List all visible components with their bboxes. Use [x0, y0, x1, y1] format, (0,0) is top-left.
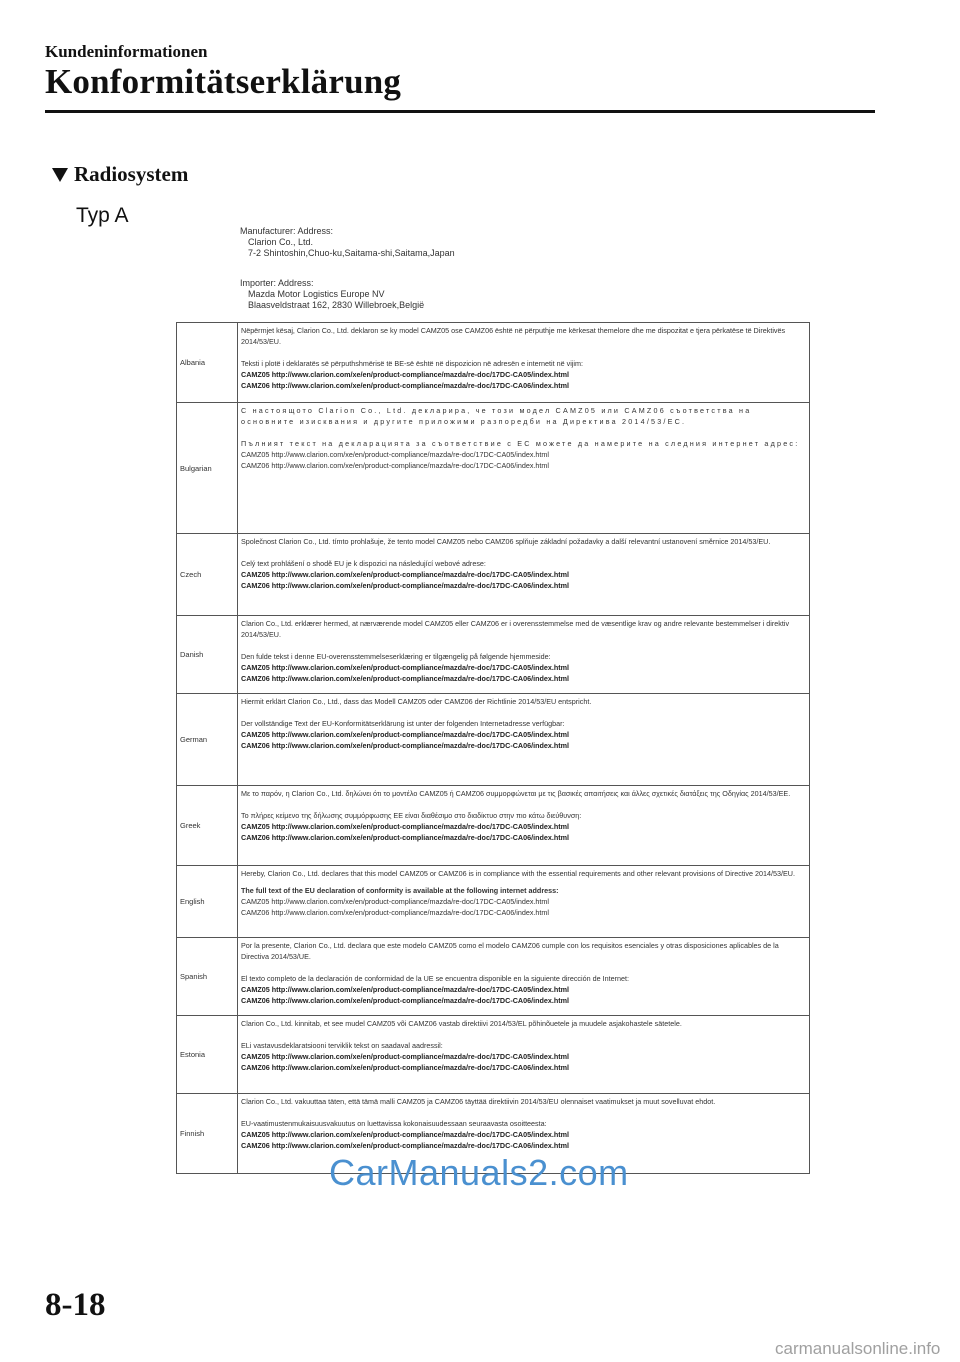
declaration-cell	[238, 1016, 810, 1094]
type-label: Typ A	[76, 204, 129, 227]
link-camz05[interactable]: CAMZ05 http://www.clarion.com/xe/en/product-compliance/mazda/re-doc/17DC-CA05/index.html	[241, 570, 570, 579]
table-row	[177, 866, 810, 938]
table-row	[177, 534, 810, 616]
triangle-down-icon	[52, 168, 68, 182]
link-camz05[interactable]: CAMZ05 http://www.clarion.com/xe/en/product-compliance/mazda/re-doc/17DC-CA05/index.html	[241, 985, 570, 994]
table-row	[177, 938, 810, 1016]
link-camz05[interactable]: CAMZ05 http://www.clarion.com/xe/en/product-compliance/mazda/re-doc/17DC-CA05/index.html	[241, 1130, 570, 1139]
table-row	[177, 694, 810, 786]
section-heading	[52, 162, 188, 187]
statement-text: Hiermit erklärt Clarion Co., Ltd., dass das Modell CAMZ05 oder CAMZ06 der Richtlinie 2014/53/EU entspricht.	[241, 697, 592, 706]
section-label: Kundeninformationen	[45, 42, 208, 61]
table-row	[177, 616, 810, 694]
table-row	[177, 786, 810, 866]
link-camz06[interactable]: CAMZ06 http://www.clarion.com/xe/en/product-compliance/mazda/re-doc/17DC-CA06/index.html	[241, 1063, 570, 1072]
language-cell: Albania	[177, 323, 238, 403]
full-text-note: Den fulde tekst i denne EU-overensstemmelseserklæring er tilgængelig på følgende hjemmeside:	[241, 652, 551, 661]
declaration-cell	[238, 616, 810, 694]
link-camz05[interactable]: CAMZ05 http://www.clarion.com/xe/en/product-compliance/mazda/re-doc/17DC-CA05/index.html	[241, 450, 549, 459]
declaration-cell	[238, 938, 810, 1016]
language-cell: Spanish	[177, 938, 238, 1016]
full-text-note: ELi vastavusdeklaratsiooni terviklik tekst on saadaval aadressil:	[241, 1041, 443, 1050]
declaration-cell	[238, 694, 810, 786]
declaration-cell	[238, 403, 810, 534]
statement-text: Clarion Co., Ltd. vakuuttaa täten, että tämä malli CAMZ05 ja CAMZ06 täyttää direktiivin 2014/53/EU olennaiset vaatimukset ja muut sovelluvat ehdot.	[241, 1097, 716, 1106]
declaration-cell	[238, 786, 810, 866]
link-camz06[interactable]: CAMZ06 http://www.clarion.com/xe/en/product-compliance/mazda/re-doc/17DC-CA06/index.html	[241, 581, 570, 590]
language-cell: English	[177, 866, 238, 938]
language-cell: Czech	[177, 534, 238, 616]
manufacturer-name: Clarion Co., Ltd.	[248, 237, 314, 247]
link-camz06[interactable]: CAMZ06 http://www.clarion.com/xe/en/product-compliance/mazda/re-doc/17DC-CA06/index.html	[241, 908, 549, 917]
table-row	[177, 1016, 810, 1094]
full-text-note: EU-vaatimustenmukaisuusvakuutus on luettavissa kokonaisuudessaan seuraavasta osoitteesta:	[241, 1119, 547, 1128]
link-camz06[interactable]: CAMZ06 http://www.clarion.com/xe/en/product-compliance/mazda/re-doc/17DC-CA06/index.html	[241, 461, 549, 470]
link-camz06[interactable]: CAMZ06 http://www.clarion.com/xe/en/product-compliance/mazda/re-doc/17DC-CA06/index.html	[241, 833, 570, 842]
importer-address: Blaasveldstraat 162, 2830 Willebroek,België	[248, 300, 425, 310]
link-camz05[interactable]: CAMZ05 http://www.clarion.com/xe/en/product-compliance/mazda/re-doc/17DC-CA05/index.html	[241, 730, 570, 739]
section-heading-text: Radiosystem	[74, 162, 189, 186]
watermark: CarManuals2.com	[329, 1152, 629, 1193]
link-camz05[interactable]: CAMZ05 http://www.clarion.com/xe/en/product-compliance/mazda/re-doc/17DC-CA05/index.html	[241, 822, 570, 831]
language-cell: Greek	[177, 786, 238, 866]
link-camz05[interactable]: CAMZ05 http://www.clarion.com/xe/en/product-compliance/mazda/re-doc/17DC-CA05/index.html	[241, 663, 570, 672]
link-camz06[interactable]: CAMZ06 http://www.clarion.com/xe/en/product-compliance/mazda/re-doc/17DC-CA06/index.html	[241, 1141, 570, 1150]
declaration-table	[176, 322, 810, 1174]
full-text-note: Teksti i plotë i deklaratës së përputhshmërisë të BE-së është në dispozicion në adresën e internetit në vijim:	[241, 359, 583, 368]
statement-text: С настоящото Clarion Co., Ltd. декларира, че този модел CAMZ05 или CAMZ06 съответства на основните изисквания и другите приложими разпоредби на Директива 2014/53/ЕС.	[241, 406, 752, 426]
language-cell: Estonia	[177, 1016, 238, 1094]
full-text-note: Το πλήρες κείμενο της δήλωσης συμμόρφωσης ΕΕ είναι διαθέσιμο στο διαδίκτυο στην πιο κάτω διεύθυνση:	[241, 811, 582, 820]
table-row	[177, 323, 810, 403]
manufacturer-block	[240, 226, 455, 259]
page-number: 8-18	[45, 1287, 106, 1323]
statement-text: Nëpërmjet kësaj, Clarion Co., Ltd. deklaron se ky model CAMZ05 ose CAMZ06 është në përputhje me kërkesat themelore dhe me dispozitat e tjera përkatëse të Direktivës 2014/53/EU.	[241, 326, 786, 346]
full-text-note: El texto completo de la declaración de conformidad de la UE se encuentra disponible en la siguiente dirección de Internet:	[241, 974, 629, 983]
statement-text: Hereby, Clarion Co., Ltd. declares that this model CAMZ05 or CAMZ06 is in compliance with the essential requirements and other relevant provisions of Directive 2014/53/EU.	[241, 869, 795, 878]
statement-text: Clarion Co., Ltd. kinnitab, et see mudel CAMZ05 või CAMZ06 vastab direktiivi 2014/53/EL põhinõuetele ja muudele asjakohastele sätetele.	[241, 1019, 682, 1028]
full-text-note: Der vollständige Text der EU-Konformitätserklärung ist unter der folgenden Internetadresse verfügbar:	[241, 719, 565, 728]
importer-label: Importer: Address:	[240, 278, 314, 288]
manufacturer-label: Manufacturer: Address:	[240, 226, 334, 236]
link-camz06[interactable]: CAMZ06 http://www.clarion.com/xe/en/product-compliance/mazda/re-doc/17DC-CA06/index.html	[241, 674, 570, 683]
language-cell: Danish	[177, 616, 238, 694]
statement-text: Společnost Clarion Co., Ltd. tímto prohlašuje, že tento model CAMZ05 nebo CAMZ06 splňuje základní požadavky a další relevantní ustanovení směrnice 2014/53/EU.	[241, 537, 771, 546]
link-camz06[interactable]: CAMZ06 http://www.clarion.com/xe/en/product-compliance/mazda/re-doc/17DC-CA06/index.html	[241, 996, 570, 1005]
link-camz06[interactable]: CAMZ06 http://www.clarion.com/xe/en/product-compliance/mazda/re-doc/17DC-CA06/index.html	[241, 741, 570, 750]
importer-name: Mazda Motor Logistics Europe NV	[248, 289, 385, 299]
page-title: Konformitätserklärung	[45, 62, 402, 101]
statement-text: Clarion Co., Ltd. erklærer hermed, at nærværende model CAMZ05 eller CAMZ06 er i overensstemmelse med de væsentlige krav og andre relevante bestemmelser i direktiv 2014/53/EU.	[241, 619, 790, 639]
header-divider	[45, 110, 875, 113]
language-cell: German	[177, 694, 238, 786]
full-text-note: Пълният текст на декларацията за съответствие с ЕС можете да намерите на следния интернет адрес:	[241, 439, 800, 448]
declaration-cell	[238, 323, 810, 403]
link-camz05[interactable]: CAMZ05 http://www.clarion.com/xe/en/product-compliance/mazda/re-doc/17DC-CA05/index.html	[241, 897, 549, 906]
link-camz05[interactable]: CAMZ05 http://www.clarion.com/xe/en/product-compliance/mazda/re-doc/17DC-CA05/index.html	[241, 1052, 570, 1061]
language-cell: Bulgarian	[177, 403, 238, 534]
declaration-cell	[238, 534, 810, 616]
link-camz06[interactable]: CAMZ06 http://www.clarion.com/xe/en/product-compliance/mazda/re-doc/17DC-CA06/index.html	[241, 381, 570, 390]
statement-text: Με το παρόν, η Clarion Co., Ltd. δηλώνει ότι το μοντέλο CAMZ05 ή CAMZ06 συμμορφώνεται με τις βασικές απαιτήσεις και άλλες σχετικές διατάξεις της Οδηγίας 2014/53/ΕΕ.	[241, 789, 791, 798]
link-camz05[interactable]: CAMZ05 http://www.clarion.com/xe/en/product-compliance/mazda/re-doc/17DC-CA05/index.html	[241, 370, 570, 379]
language-cell: Finnish	[177, 1094, 238, 1174]
statement-text: Por la presente, Clarion Co., Ltd. declara que este modelo CAMZ05 como el modelo CAMZ06 cumple con los requisitos esenciales y otras disposiciones aplicables de la Directiva 2014/53/UE.	[241, 941, 779, 961]
table-row	[177, 403, 810, 534]
importer-block	[240, 278, 424, 311]
footer-site-link[interactable]: carmanualsonline.info	[775, 1339, 941, 1358]
full-text-note: The full text of the EU declaration of conformity is available at the following internet address:	[241, 886, 559, 895]
full-text-note: Celý text prohlášení o shodě EU je k dispozici na následující webové adrese:	[241, 559, 486, 568]
manufacturer-address: 7-2 Shintoshin,Chuo-ku,Saitama-shi,Saitama,Japan	[248, 248, 455, 258]
declaration-cell	[238, 866, 810, 938]
